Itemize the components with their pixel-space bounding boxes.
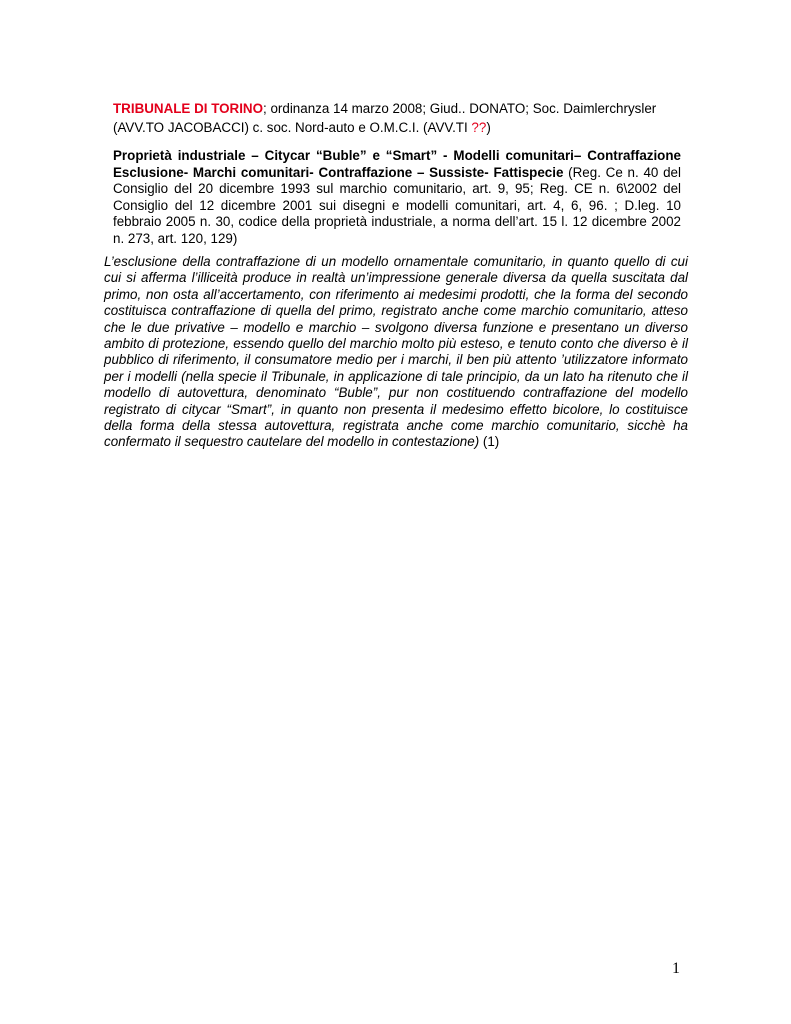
subject-references: (Reg. Ce n. 40 del Consiglio del 20 dicembre 1993 sul marchio comunitario, art. 9, 95; Reg. CE n. 6\2002 del Consiglio del 12 dicembre 2001 sui disegni e modelli comunitari, art. 4, 6, 96. ; D.leg. 10 febbraio 2005 n. 30, codice della proprietà industriale, a norma dell’art. 15 l. 12 dicembre 2002 n. 273, art. 120, 129) bbox=[113, 164, 681, 246]
legal-maxim bbox=[104, 254, 688, 451]
unknown-lawyers-marks: ?? bbox=[471, 120, 487, 135]
footnote-reference: (1) bbox=[479, 434, 500, 450]
case-header bbox=[113, 99, 681, 137]
court-name: TRIBUNALE DI TORINO bbox=[113, 101, 264, 116]
case-details: ; ordinanza 14 marzo 2008; Giud.. DONATO; Soc. Daimlerchrysler (AVV.TO JACOBACCI) c. soc. Nord-auto e O.M.C.I. (AVV.TI bbox=[113, 101, 657, 135]
subject-keywords: Proprietà industriale – Citycar “Buble” e “Smart” - Modelli comunitari– Contraffazione Esclusione- Marchi comunitari- Contraffazione – Sussiste- Fattispecie bbox=[113, 148, 681, 180]
maxim-text: L’esclusione della contraffazione di un modello ornamentale comunitario, in quanto quello di cui cui si afferma l’illiceità produce in realtà un’impressione generale diversa da quella suscitata dal primo, non osta all’accertamento, con riferimento ai medesimi prodotti, che la forma del secondo costituisca contraffazione di quella del primo, registrato anche come marchio comunitario, atteso che le due privative – modello e marchio – svolgono diversa funzione e presentano un diverso ambito di protezione, essendo quello del marchio molto più esteso, e tenuto conto che diverso è il pubblico di riferimento, il consumatore medio per i marchi, il ben più attento ’utilizzatore informato per i modelli (nella specie il Tribunale, in applicazione di tale principio, da un lato ha ritenuto che il modello di autovettura, denominato “Buble”, pur non costituendo contraffazione del modello registrato di citycar “Smart”, in quanto non presenta il medesimo effetto bicolore, lo costituisce della forma della stessa autovettura, registrata anche come marchio comunitario, sicchè ha confermato il sequestro cautelare del modello in contestazione) bbox=[104, 254, 688, 450]
case-details-close: ) bbox=[486, 120, 491, 135]
subject-heading bbox=[113, 148, 681, 248]
page-number: 1 bbox=[672, 960, 680, 977]
